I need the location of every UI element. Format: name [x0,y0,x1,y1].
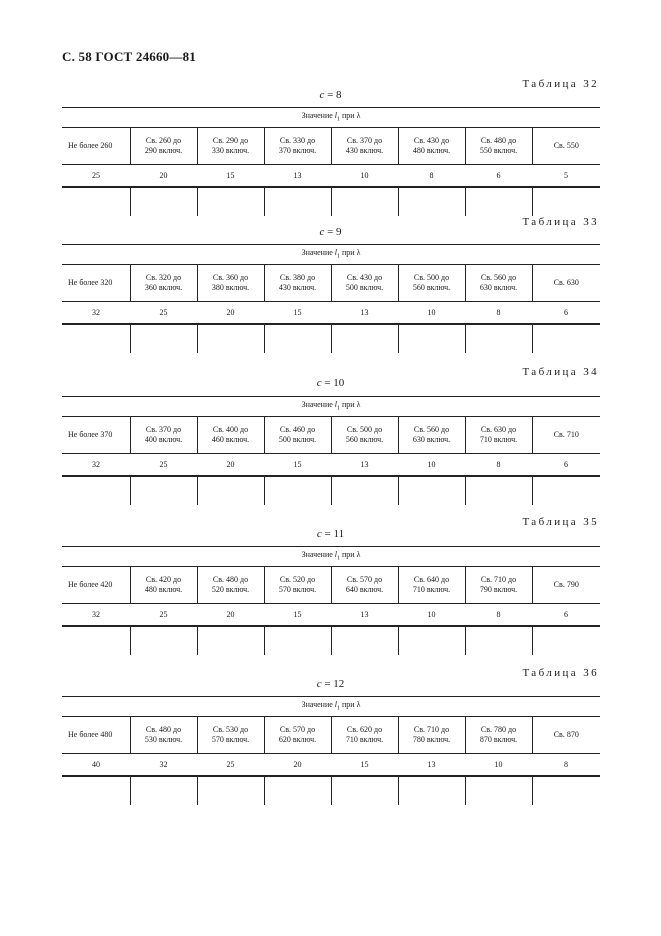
value-cell: 32 [62,302,130,325]
range-cell: Св. 630 до 710 включ. [465,417,532,454]
value-cell: 13 [331,302,398,325]
value-cell: 6 [532,604,600,627]
table-label: Таблица 35 [522,516,599,528]
range-cell: Св. 290 до 330 включ. [197,128,264,165]
c-value: = 11 [324,528,345,540]
empty-cell [532,776,600,805]
value-cell: 25 [130,302,197,325]
parameter-table [62,546,600,655]
table-label: Таблица 36 [522,667,599,679]
table-header: Значение $l_1$ при λ [62,697,600,717]
empty-cell [465,626,532,655]
empty-cell [331,324,398,353]
empty-cell [130,776,197,805]
range-cell: Св. 260 до 290 включ. [130,128,197,165]
value-cell: 20 [197,302,264,325]
empty-cell [465,324,532,353]
empty-cell [331,187,398,216]
empty-cell [264,187,331,216]
value-cell: 25 [62,165,130,188]
value-cell: 10 [398,454,465,477]
empty-cell [398,776,465,805]
value-cell: 13 [264,165,331,188]
range-cell: Св. 560 до 630 включ. [465,265,532,302]
range-cell: Св. 460 до 500 включ. [264,417,331,454]
c-symbol: c [316,528,322,540]
value-cell: 20 [197,454,264,477]
value-cell: 8 [465,604,532,627]
range-cell: Св. 620 до 710 включ. [331,717,398,754]
c-symbol: c [316,678,322,690]
range-cell: Св. 500 до 560 включ. [398,265,465,302]
empty-cell [331,626,398,655]
range-cell: Не более 480 [62,717,130,754]
value-cell: 15 [264,604,331,627]
empty-cell [62,324,130,353]
empty-cell [62,476,130,505]
range-cell: Св. 570 до 640 включ. [331,567,398,604]
empty-cell [197,324,264,353]
empty-cell [62,187,130,216]
range-cell: Св. 520 до 570 включ. [264,567,331,604]
value-cell: 8 [398,165,465,188]
parameter-table [62,396,600,505]
range-cell: Св. 370 до 430 включ. [331,128,398,165]
value-cell: 15 [197,165,264,188]
c-parameter [0,89,661,101]
c-value: = 9 [327,226,342,238]
range-cell: Не более 320 [62,265,130,302]
parameter-table [62,107,600,216]
range-cell: Св. 360 до 380 включ. [197,265,264,302]
range-cell: Св. 870 [532,717,600,754]
c-symbol: c [319,226,325,238]
table-header: Значение $l_1$ при λ [62,108,600,128]
c-value: = 10 [324,377,345,389]
value-cell: 6 [532,302,600,325]
empty-cell [197,476,264,505]
empty-cell [130,187,197,216]
c-parameter [0,226,661,238]
value-cell: 8 [532,754,600,777]
value-cell: 32 [62,604,130,627]
value-cell: 40 [62,754,130,777]
value-cell: 6 [465,165,532,188]
value-cell: 10 [465,754,532,777]
empty-cell [264,776,331,805]
parameter-table [62,244,600,353]
range-cell: Не более 420 [62,567,130,604]
range-cell: Св. 790 [532,567,600,604]
page-header: С. 58 ГОСТ 24660—81 [62,49,196,64]
value-cell: 32 [62,454,130,477]
empty-cell [398,626,465,655]
table-header: Значение $l_1$ при λ [62,245,600,265]
c-parameter [0,678,661,690]
range-cell: Св. 780 до 870 включ. [465,717,532,754]
value-cell: 25 [130,604,197,627]
empty-cell [197,776,264,805]
table-header: Значение $l_1$ при λ [62,547,600,567]
empty-cell [465,187,532,216]
range-cell: Св. 370 до 400 включ. [130,417,197,454]
empty-cell [264,626,331,655]
range-cell: Св. 550 [532,128,600,165]
empty-cell [398,476,465,505]
value-cell: 25 [197,754,264,777]
value-cell: 10 [398,302,465,325]
value-cell: 8 [465,454,532,477]
c-parameter [0,377,661,389]
range-cell: Св. 710 до 780 включ. [398,717,465,754]
value-cell: 13 [331,454,398,477]
empty-cell [264,476,331,505]
range-cell: Св. 400 до 460 включ. [197,417,264,454]
range-cell: Св. 530 до 570 включ. [197,717,264,754]
table-label: Таблица 33 [522,216,599,228]
value-cell: 20 [197,604,264,627]
value-cell: 13 [331,604,398,627]
empty-cell [130,324,197,353]
table-label: Таблица 32 [522,78,599,90]
range-cell: Св. 480 до 520 включ. [197,567,264,604]
value-cell: 20 [130,165,197,188]
empty-cell [62,776,130,805]
empty-cell [532,187,600,216]
range-cell: Св. 560 до 630 включ. [398,417,465,454]
range-cell: Не более 260 [62,128,130,165]
c-parameter [0,528,661,540]
empty-cell [532,626,600,655]
value-cell: 15 [264,302,331,325]
parameter-table [62,696,600,805]
range-cell: Св. 630 [532,265,600,302]
range-cell: Св. 710 [532,417,600,454]
c-symbol: c [319,89,325,101]
c-value: = 12 [324,678,345,690]
value-cell: 6 [532,454,600,477]
empty-cell [532,324,600,353]
value-cell: 32 [130,754,197,777]
c-symbol: c [316,377,322,389]
range-cell: Св. 420 до 480 включ. [130,567,197,604]
range-cell: Св. 640 до 710 включ. [398,567,465,604]
range-cell: Не более 370 [62,417,130,454]
value-cell: 25 [130,454,197,477]
empty-cell [197,187,264,216]
empty-cell [331,476,398,505]
empty-cell [130,626,197,655]
empty-cell [331,776,398,805]
empty-cell [398,324,465,353]
range-cell: Св. 500 до 560 включ. [331,417,398,454]
empty-cell [532,476,600,505]
range-cell: Св. 320 до 360 включ. [130,265,197,302]
value-cell: 15 [264,454,331,477]
empty-cell [465,776,532,805]
range-cell: Св. 380 до 430 включ. [264,265,331,302]
empty-cell [197,626,264,655]
range-cell: Св. 430 до 500 включ. [331,265,398,302]
empty-cell [398,187,465,216]
value-cell: 10 [398,604,465,627]
range-cell: Св. 710 до 790 включ. [465,567,532,604]
empty-cell [465,476,532,505]
table-header: Значение $l_1$ при λ [62,397,600,417]
value-cell: 10 [331,165,398,188]
c-value: = 8 [327,89,342,101]
table-label: Таблица 34 [522,366,599,378]
value-cell: 8 [465,302,532,325]
range-cell: Св. 480 до 550 включ. [465,128,532,165]
value-cell: 13 [398,754,465,777]
empty-cell [130,476,197,505]
value-cell: 5 [532,165,600,188]
empty-cell [264,324,331,353]
range-cell: Св. 480 до 530 включ. [130,717,197,754]
range-cell: Св. 570 до 620 включ. [264,717,331,754]
value-cell: 20 [264,754,331,777]
empty-cell [62,626,130,655]
value-cell: 15 [331,754,398,777]
range-cell: Св. 430 до 480 включ. [398,128,465,165]
range-cell: Св. 330 до 370 включ. [264,128,331,165]
